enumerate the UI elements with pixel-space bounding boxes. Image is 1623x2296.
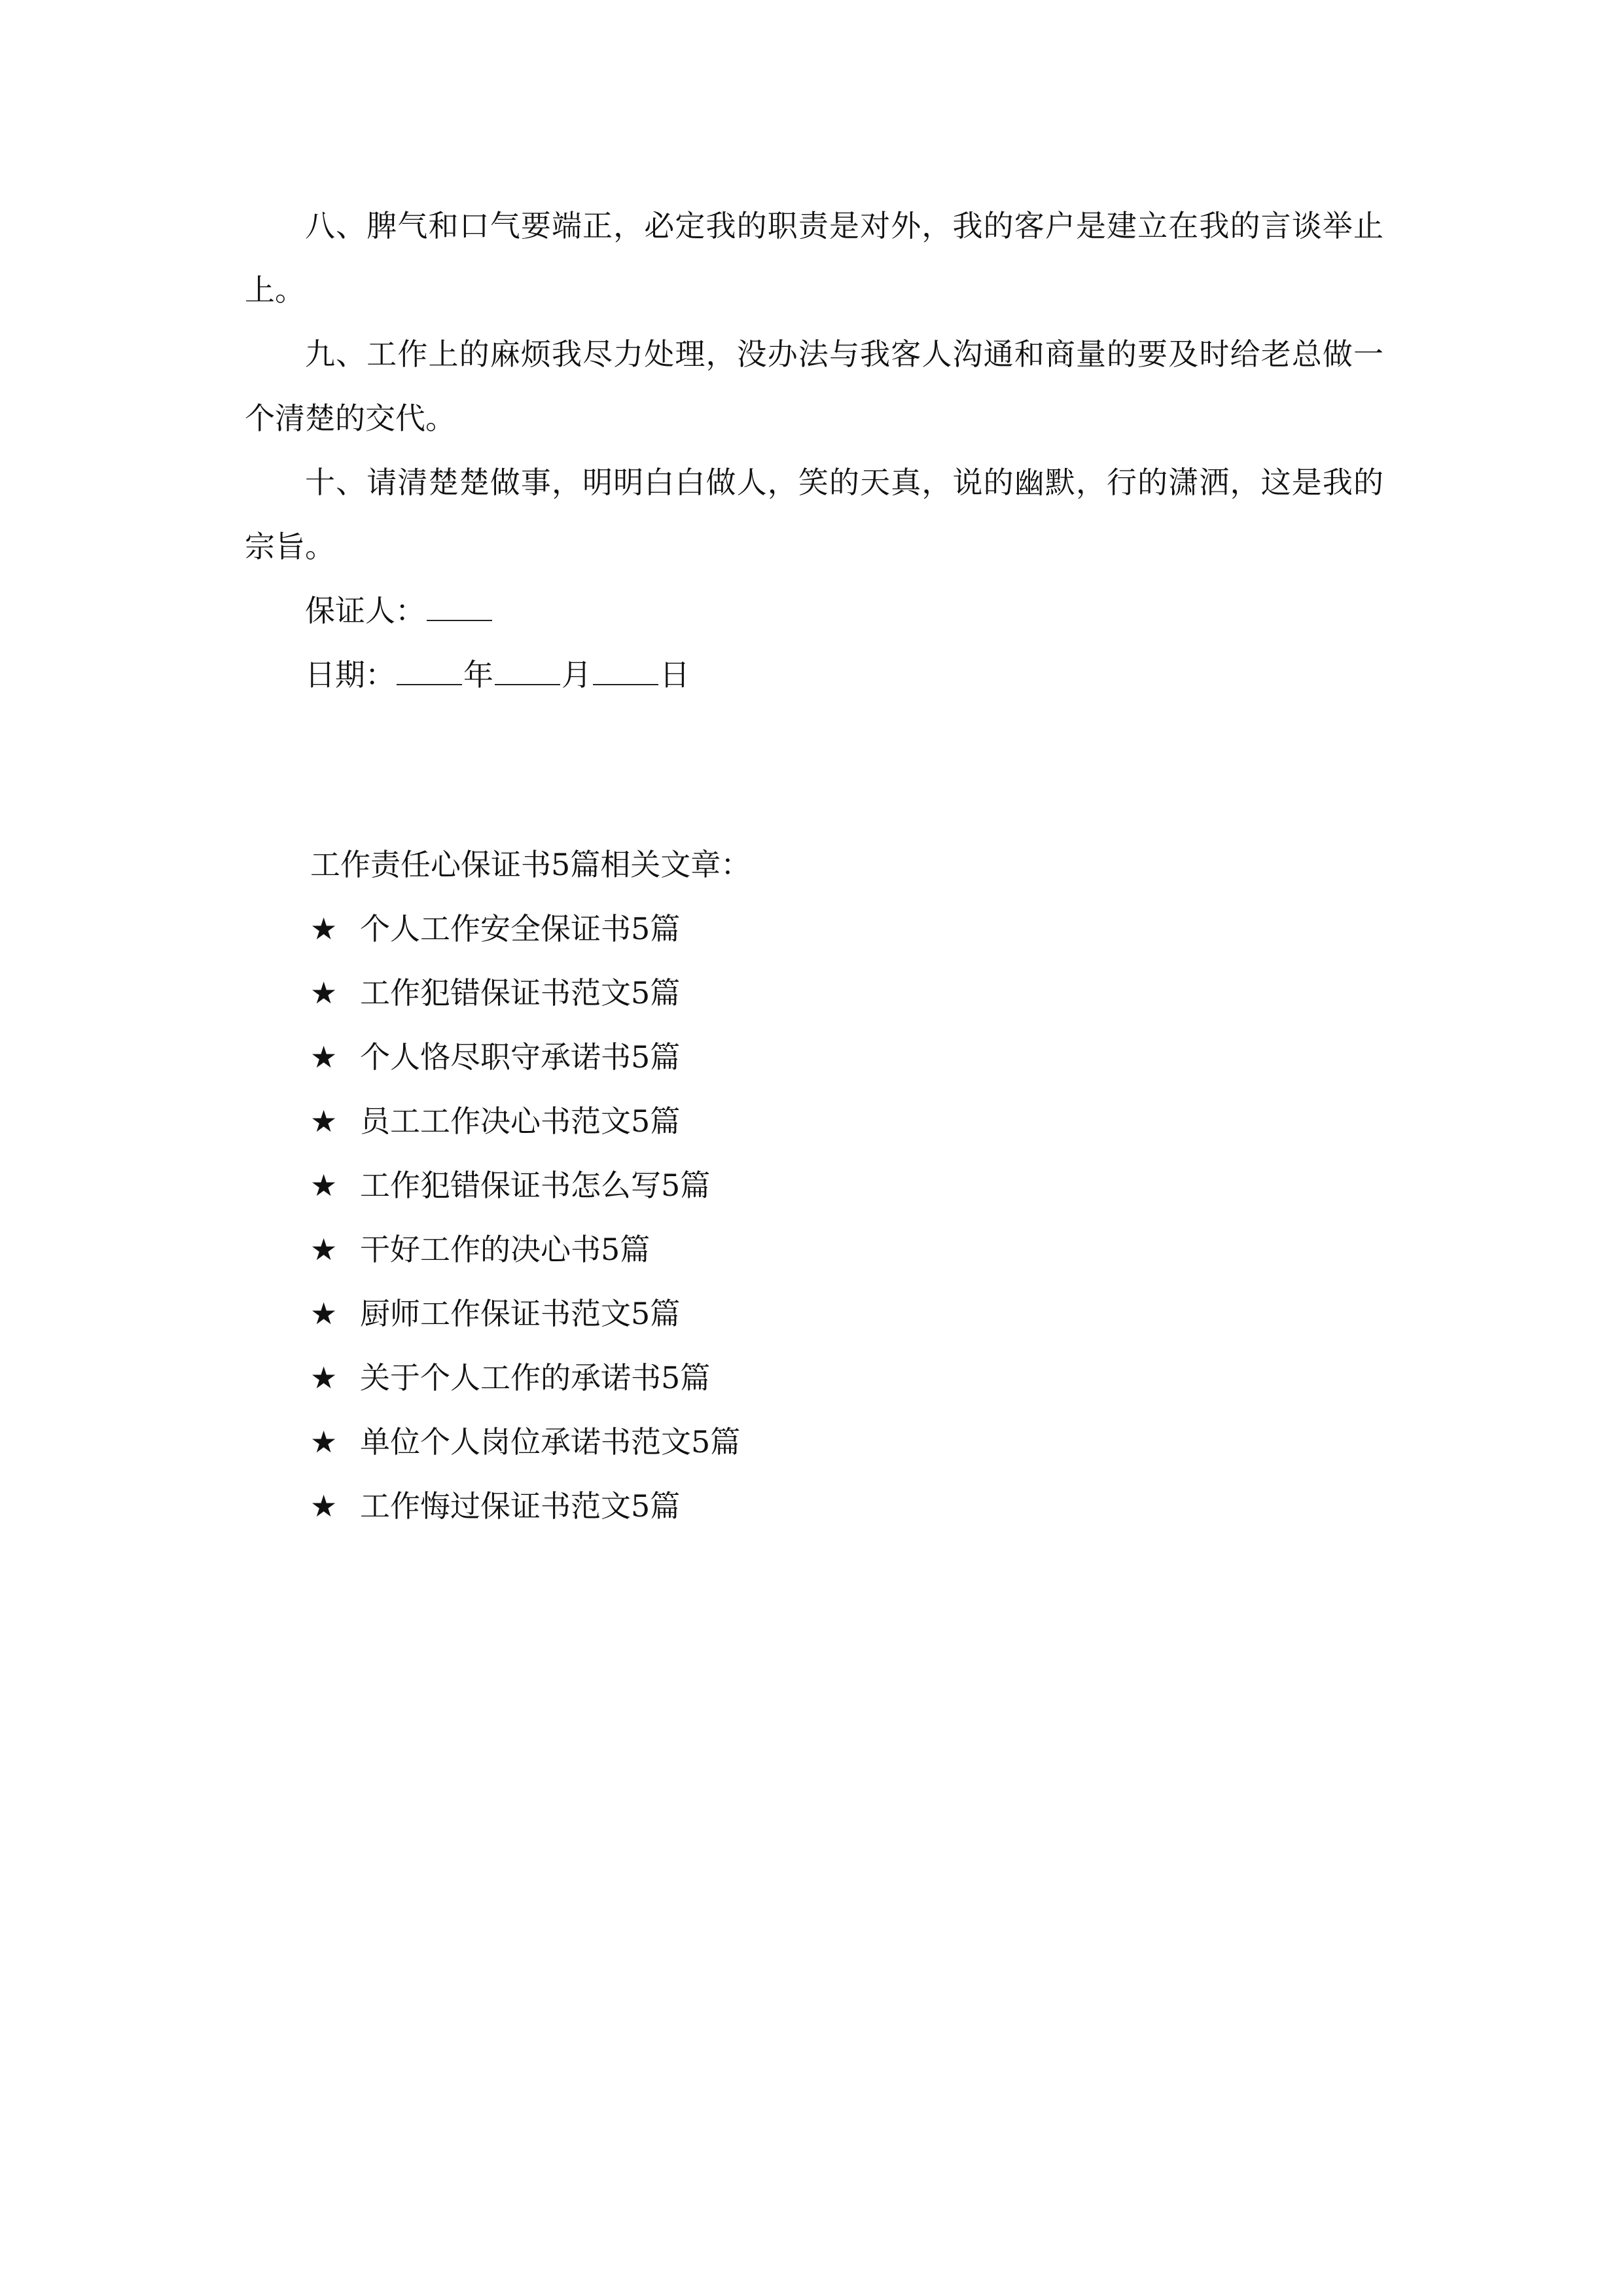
related-articles <box>310 833 1357 1538</box>
related-item[interactable] <box>310 1282 1357 1346</box>
star-icon: ★ <box>310 911 338 946</box>
year-blank <box>397 662 462 685</box>
related-item[interactable] <box>310 1410 1357 1474</box>
related-item-label[interactable]: 个人工作安全保证书5篇 <box>360 911 681 946</box>
star-icon: ★ <box>310 975 338 1011</box>
day-label: 日 <box>660 657 690 692</box>
date-label: 日期： <box>305 657 395 692</box>
related-item-label[interactable]: 员工工作决心书范文5篇 <box>360 1103 681 1139</box>
related-item[interactable] <box>310 1217 1357 1282</box>
month-blank <box>495 662 560 685</box>
year-label: 年 <box>463 657 493 692</box>
related-item[interactable] <box>310 897 1357 961</box>
related-item-label[interactable]: 干好工作的决心书5篇 <box>360 1232 651 1267</box>
related-item-label[interactable]: 个人恪尽职守承诺书5篇 <box>360 1039 681 1075</box>
month-label: 月 <box>562 657 592 692</box>
star-icon: ★ <box>310 1232 338 1267</box>
day-blank <box>593 662 658 685</box>
star-icon: ★ <box>310 1039 338 1075</box>
guarantor-blank <box>427 598 492 621</box>
star-icon: ★ <box>310 1296 338 1331</box>
related-heading: 工作责任心保证书5篇相关文章： <box>310 847 751 882</box>
star-icon: ★ <box>310 1168 338 1203</box>
related-item[interactable] <box>310 1089 1357 1153</box>
guarantor-line <box>245 579 1383 643</box>
star-icon: ★ <box>310 1424 338 1460</box>
related-item[interactable] <box>310 1474 1357 1538</box>
related-item-label[interactable]: 单位个人岗位承诺书范文5篇 <box>360 1424 741 1460</box>
related-item-label[interactable]: 厨师工作保证书范文5篇 <box>360 1296 681 1331</box>
related-item[interactable] <box>310 1346 1357 1410</box>
main-text-block <box>245 194 1383 707</box>
star-icon: ★ <box>310 1360 338 1395</box>
clause-eight: 八、脾气和口气要端正，必定我的职责是对外，我的客户是建立在我的言谈举止上。 <box>245 208 1383 308</box>
related-item[interactable] <box>310 1153 1357 1217</box>
related-item-label[interactable]: 工作犯错保证书范文5篇 <box>360 975 681 1011</box>
related-item-label[interactable]: 工作悔过保证书范文5篇 <box>360 1488 681 1524</box>
guarantor-label: 保证人： <box>305 593 425 628</box>
star-icon: ★ <box>310 1488 338 1524</box>
related-item-label[interactable]: 关于个人工作的承诺书5篇 <box>360 1360 711 1395</box>
related-item[interactable] <box>310 1025 1357 1089</box>
clause-nine: 九、工作上的麻烦我尽力处理，没办法与我客人沟通和商量的要及时给老总做一个清楚的交代。 <box>245 336 1383 436</box>
star-icon: ★ <box>310 1103 338 1139</box>
date-line <box>245 643 1383 707</box>
related-item-label[interactable]: 工作犯错保证书怎么写5篇 <box>360 1168 711 1203</box>
clause-ten: 十、请清楚楚做事，明明白白做人，笑的天真，说的幽默，行的潇洒，这是我的宗旨。 <box>245 465 1383 564</box>
related-item[interactable] <box>310 961 1357 1025</box>
related-list <box>310 897 1357 1538</box>
